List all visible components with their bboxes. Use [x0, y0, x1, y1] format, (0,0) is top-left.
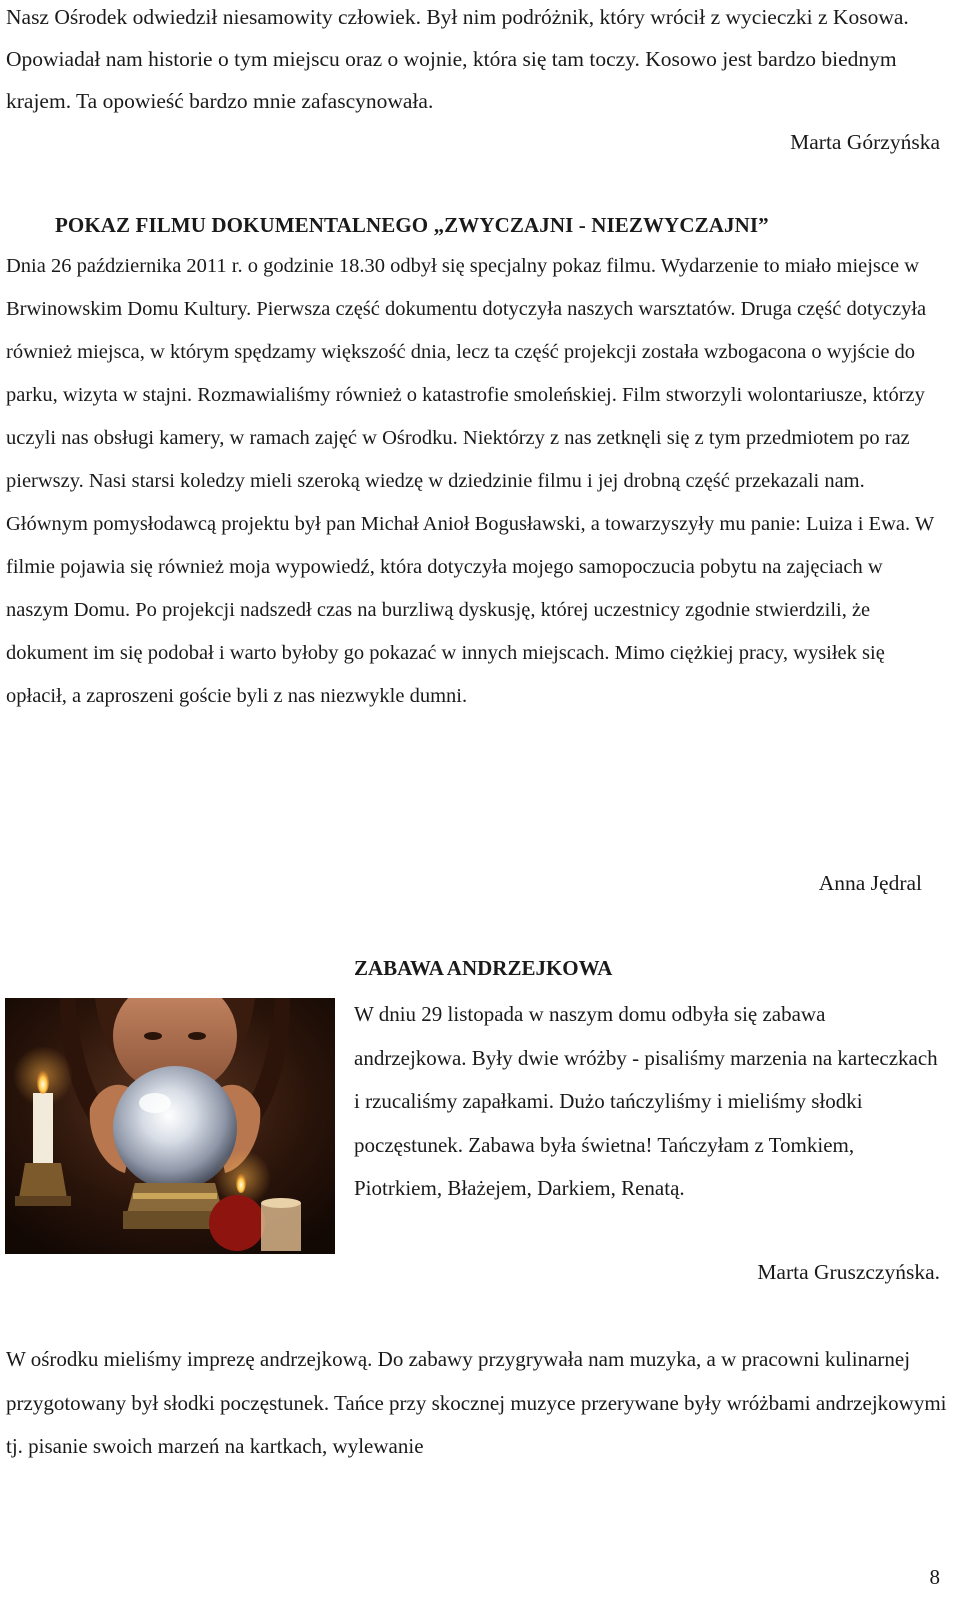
osrodek-article-body: W ośrodku mieliśmy imprezę andrzejkową. Do zabawy przygrywała nam muzyka, a w pracowni kulinarnej przygotowany był słodki poczęstunek. Tańce przy skocznej muzyce przerywane były wróżbami andrzejkowymi tj. pisanie swoich marzeń na kartkach, wylewanie [6, 1347, 947, 1458]
film-article-body: Dnia 26 października 2011 r. o godzinie 18.30 odbył się specjalny pokaz filmu. Wydarzenie to miało miejsce w Brwinowskim Domu Kultury. Pierwsza część dokumentu dotyczyła naszych warsztatów. Druga część dotyczyła również miejsca, w którym spędzamy większość dnia, lecz ta część projekcji została wzbogacona o wyjście do parku, wizyta w stajni. Rozmawialiśmy również o katastrofie smoleńskiej. Film stworzyli wolontariusze, którzy uczyli nas obsługi kamery, w ramach zajęć w Ośrodku. Niektórzy z nas zetknęli się z tym przedmiotem po raz pierwszy. Nasi starsi koledzy mieli szeroką wiedzę w dziedzinie filmu i jej drobną część przekazali nam. Głównym pomysłodawcą projektu był pan Michał Anioł Bogusławski, a towarzyszyły mu panie: Luiza i Ewa. W filmie pojawia się również moja wypowiedź, która dotyczyła mojego samopoczucia pobytu na zajęciach w naszym Domu. Po projekcji nadszedł czas na burzliwą dyskusję, której uczestnicy zgodnie stwierdzili, że dokument im się podobał i warto byłoby go pokazać w innych miejscach. Mimo ciężkiej pracy, wysiłek się opłacił, a zaproszeni goście byli z nas niezwykle dumni. [6, 255, 934, 707]
page-number: 8 [929, 1565, 940, 1589]
fortune-teller-illustration [5, 998, 335, 1254]
fortune-teller-photo [5, 998, 335, 1254]
film-article-title: POKAZ FILMU DOKUMENTALNEGO „ZWYCZAJNI - NIEZWYCZAJNI” [55, 213, 769, 237]
andrzejki-article-title: ZABAWA ANDRZEJKOWA [354, 956, 613, 980]
kosovo-article-body: Nasz Ośrodek odwiedził niesamowity człowiek. Był nim podróżnik, który wrócił z wycieczki z Kosowa. Opowiadał nam historie o tym miejscu oraz o wojnie, która się tam toczy. Kosowo jest bardzo biednym krajem. Ta opowieść bardzo mnie zafascynowała. [6, 5, 909, 113]
film-article-author: Anna Jędral [818, 871, 922, 895]
kosovo-article-author: Marta Górzyńska [790, 130, 940, 154]
andrzejki-article-author: Marta Gruszczyńska. [757, 1260, 940, 1284]
andrzejki-article-body: W dniu 29 listopada w naszym domu odbyła się zabawa andrzejkowa. Były dwie wróżby - pisaliśmy marzenia na karteczkach i rzucaliśmy zapałkami. Dużo tańczyliśmy i mieliśmy słodki poczęstunek. Zabawa była świetna! Tańczyłam z Tomkiem, Piotrkiem, Błażejem, Darkiem, Renatą. [354, 1002, 938, 1200]
